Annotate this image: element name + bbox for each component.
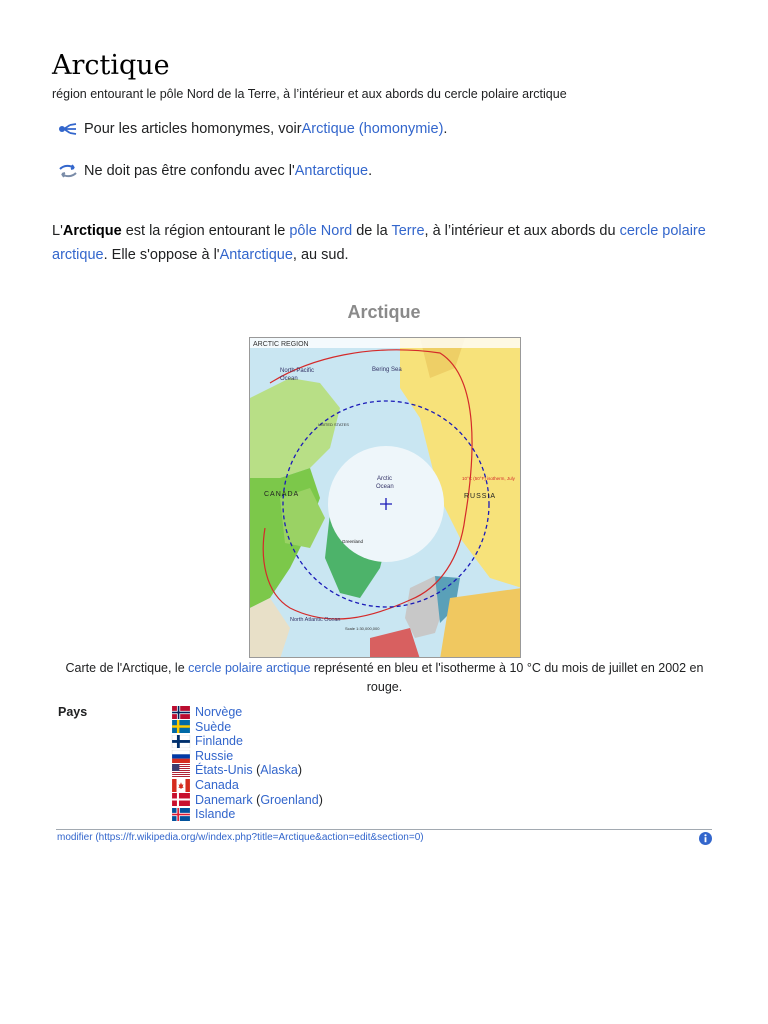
arctic-map-image: [250, 338, 521, 658]
map-label-bering-sea: Bering Sea: [372, 367, 402, 373]
usa-flag-icon: [171, 764, 191, 777]
hatnote-text: Pour les articles homonymes, voir: [84, 121, 302, 137]
link-cercle-polaire[interactable]: cercle polaire arctique: [52, 223, 706, 263]
paren-open: (: [252, 792, 261, 807]
intro-text: est la région entourant le: [121, 223, 290, 239]
disambiguation-icon: [58, 122, 78, 136]
link-etats-unis[interactable]: États-Unis: [195, 763, 253, 778]
sweden-flag-icon: [171, 720, 191, 733]
hatnote-text: Ne doit pas être confondu avec l': [84, 163, 295, 179]
link-canada[interactable]: Canada: [195, 777, 239, 792]
info-icon[interactable]: [699, 832, 712, 845]
link-pole-nord[interactable]: pôle Nord: [289, 223, 353, 239]
map-label-north-pacific: North Pacific: [280, 368, 315, 374]
caption-text: Carte de l'Arctique, le: [65, 661, 189, 675]
finland-flag-icon: [171, 735, 191, 748]
intro-text: L': [52, 223, 63, 239]
page-subtitle: région entourant le pôle Nord de la Terre, à l’intérieur et aux abords du cercle polaire arctique: [52, 87, 567, 101]
map-label-arctic: Arctic: [377, 476, 392, 482]
map-label-russia: RUSSIA: [464, 493, 497, 500]
hatnote-punct: .: [368, 163, 373, 179]
country-row-sweden: [171, 720, 323, 735]
link-arctique-homonymie[interactable]: Arctique (homonymie): [301, 121, 444, 137]
intro-paragraph: [52, 219, 712, 267]
map-heading: ARCTIC REGION: [253, 341, 309, 348]
caption-text: représenté en bleu et l'isotherme à 10 °C du mois de juillet en 2002 en rouge.: [310, 661, 704, 694]
arctic-map[interactable]: [249, 337, 521, 658]
map-label-pacific-ocean: Ocean: [280, 376, 298, 382]
intro-text: , à l’intérieur et aux abords du: [424, 223, 620, 239]
link-finlande[interactable]: Finlande: [195, 734, 243, 749]
country-row-iceland: [171, 807, 323, 822]
paren-close: ): [297, 763, 302, 778]
infobox-title: Arctique: [347, 302, 421, 322]
pays-label: Pays: [58, 705, 88, 719]
canada-flag-icon: [171, 779, 191, 792]
map-label-arctic-ocean: Ocean: [376, 484, 394, 490]
footer-divider: [56, 829, 712, 830]
link-groenland[interactable]: Groenland: [260, 792, 319, 807]
intro-text: , au sud.: [292, 247, 349, 263]
confusion-arrows-icon: [58, 164, 78, 178]
map-label-scale: Scale 1:30,000,000: [345, 626, 380, 631]
denmark-flag-icon: [171, 793, 191, 806]
map-label-greenland: Greenland: [342, 539, 364, 544]
page-title: Arctique: [52, 50, 170, 81]
country-row-canada: [171, 778, 323, 793]
link-terre[interactable]: Terre: [391, 223, 425, 239]
country-row-russia: [171, 749, 323, 764]
hatnote-confusion: [58, 163, 372, 179]
link-norvege[interactable]: Norvège: [195, 705, 243, 719]
hatnote-punct: .: [443, 121, 448, 137]
intro-bold-title: Arctique: [62, 223, 122, 239]
edit-section-link[interactable]: modifier (https://fr.wikipedia.org/w/index.php?title=Arctique&action=edit&section=0): [57, 832, 424, 843]
intro-text: . Elle s'oppose à l': [103, 247, 220, 263]
map-label-north-atlantic: North Atlantic Ocean: [290, 617, 341, 623]
norway-flag-icon: [171, 706, 191, 719]
paren-open: (: [252, 763, 261, 778]
link-danemark[interactable]: Danemark: [195, 792, 253, 807]
map-label-isotherm: 10°C (50°F) isotherm, July: [462, 476, 515, 481]
paren-close: ): [318, 792, 323, 807]
russia-flag-icon: [171, 750, 191, 763]
intro-text: de la: [352, 223, 392, 239]
map-caption: [52, 659, 717, 697]
country-row-denmark: [171, 793, 323, 808]
map-label-canada: CANADA: [264, 491, 300, 498]
hatnote-homonymie: [58, 121, 447, 137]
map-label-united-states: UNITED STATES: [318, 422, 349, 427]
country-row-usa: [171, 763, 323, 778]
link-antarctique-hatnote[interactable]: Antarctique: [294, 163, 369, 179]
link-alaska[interactable]: Alaska: [260, 763, 298, 778]
country-row-finland: [171, 734, 323, 749]
country-list: [171, 705, 323, 822]
iceland-flag-icon: [171, 808, 191, 821]
link-russie[interactable]: Russie: [195, 748, 234, 763]
country-row-norway: [171, 705, 323, 720]
link-islande[interactable]: Islande: [195, 807, 236, 822]
link-suede[interactable]: Suède: [195, 719, 232, 734]
link-antarctique[interactable]: Antarctique: [219, 247, 293, 263]
link-caption-cercle-polaire[interactable]: cercle polaire arctique: [188, 661, 311, 675]
